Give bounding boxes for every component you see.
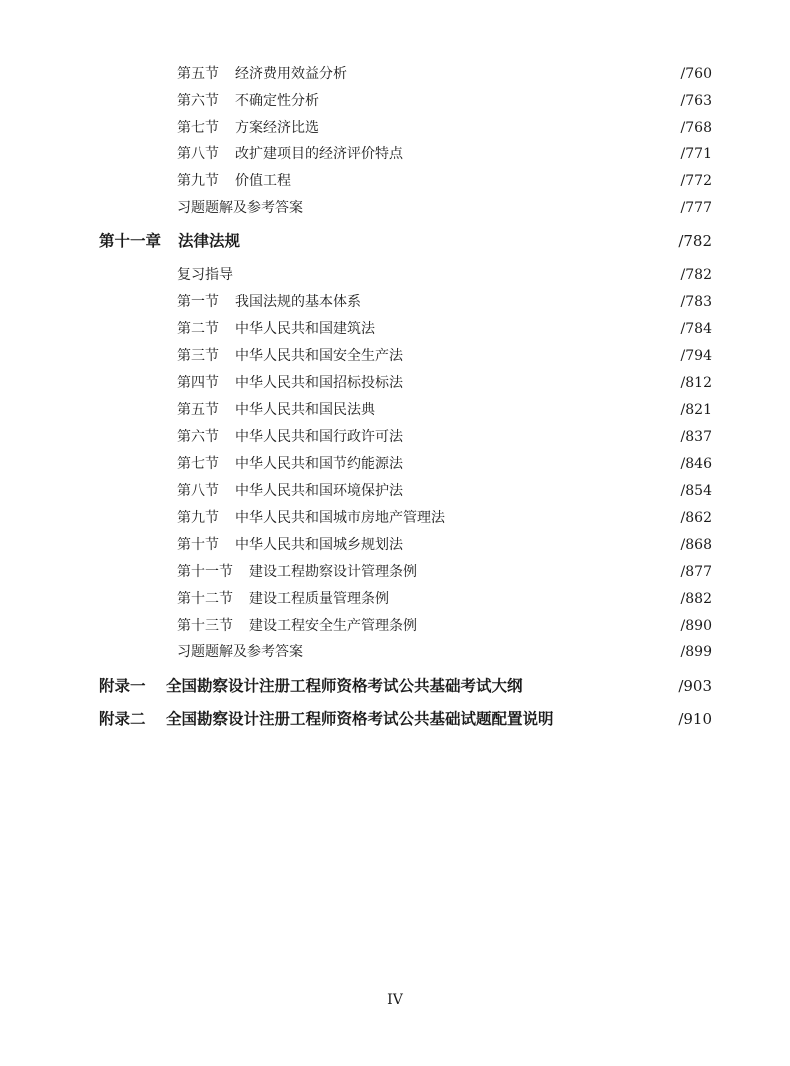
toc-entry-number: 第九节 (177, 173, 219, 189)
toc-entry-number: 第五节 (177, 66, 219, 82)
toc-entry-page: /821 (680, 402, 712, 418)
toc-entry-page: /772 (680, 173, 712, 189)
toc-entry-page: /877 (680, 564, 712, 580)
toc-entry-title: 中华人民共和国城市房地产管理法 (235, 510, 445, 526)
toc-entry[interactable] (0, 290, 790, 314)
toc-entry-number: 第八节 (177, 146, 219, 162)
toc-entry[interactable] (0, 560, 790, 584)
toc-entry-number: 第十二节 (177, 591, 233, 607)
toc-entry-number: 第二节 (177, 321, 219, 337)
toc-entry-page: /768 (680, 120, 712, 136)
toc-entry-title: 不确定性分析 (235, 93, 319, 109)
appendix-page: /910 (678, 710, 712, 728)
toc-entry-number: 第三节 (177, 348, 219, 364)
toc-entry-title: 我国法规的基本体系 (235, 294, 361, 310)
toc-appendix-heading[interactable] (0, 674, 790, 698)
chapter-title: 法律法规 (178, 232, 241, 250)
toc-entry-page: /784 (680, 321, 712, 337)
toc-entry-page: /899 (680, 644, 712, 660)
toc-entry[interactable] (0, 317, 790, 341)
appendix-number: 附录一 (99, 677, 146, 695)
toc-chapter-heading[interactable] (0, 229, 790, 253)
toc-entry-title: 价值工程 (235, 173, 291, 189)
page-number: IV (387, 992, 403, 1008)
toc-entry-title: 中华人民共和国民法典 (235, 402, 375, 418)
toc-entry-number: 第一节 (177, 294, 219, 310)
toc-entry-title: 改扩建项目的经济评价特点 (235, 146, 403, 162)
toc-entry-title: 建设工程质量管理条例 (249, 591, 389, 607)
toc-entry[interactable] (0, 62, 790, 86)
toc-entry-page: /862 (680, 510, 712, 526)
toc-entry[interactable] (0, 398, 790, 422)
toc-entry-page: /763 (680, 93, 712, 109)
toc-entry[interactable] (0, 640, 790, 664)
toc-entry[interactable] (0, 506, 790, 530)
toc-entry-page: /846 (680, 456, 712, 472)
toc-entry-page: /890 (680, 618, 712, 634)
toc-entry-title: 习题题解及参考答案 (177, 200, 303, 216)
toc-entry-title: 中华人民共和国节约能源法 (235, 456, 403, 472)
toc-entry[interactable] (0, 344, 790, 368)
toc-entry[interactable] (0, 479, 790, 503)
toc-entry-title: 建设工程安全生产管理条例 (249, 618, 417, 634)
toc-entry-number: 第十三节 (177, 618, 233, 634)
toc-entry-title: 中华人民共和国环境保护法 (235, 483, 403, 499)
appendix-page: /903 (678, 677, 712, 695)
toc-entry-number: 第六节 (177, 93, 219, 109)
toc-entry-page: /868 (680, 537, 712, 553)
toc-entry-page: /771 (680, 146, 712, 162)
toc-entry[interactable] (0, 89, 790, 113)
toc-entry-title: 中华人民共和国建筑法 (235, 321, 375, 337)
toc-entry[interactable] (0, 587, 790, 611)
toc-entry-page: /837 (680, 429, 712, 445)
toc-entry[interactable] (0, 169, 790, 193)
toc-entry-title: 习题题解及参考答案 (177, 644, 303, 660)
toc-entry[interactable] (0, 196, 790, 220)
toc-entry-title: 中华人民共和国行政许可法 (235, 429, 403, 445)
toc-entry-title: 经济费用效益分析 (235, 66, 347, 82)
toc-entry-number: 第四节 (177, 375, 219, 391)
toc-entry-title: 建设工程勘察设计管理条例 (249, 564, 417, 580)
toc-entry[interactable] (0, 425, 790, 449)
chapter-page: /782 (678, 232, 712, 250)
toc-entry-page: /882 (680, 591, 712, 607)
toc-entry-number: 第五节 (177, 402, 219, 418)
toc-entry-number: 第八节 (177, 483, 219, 499)
toc-appendix-heading[interactable] (0, 707, 790, 731)
toc-entry[interactable] (0, 452, 790, 476)
toc-entry-number: 第九节 (177, 510, 219, 526)
toc-entry-page: /782 (680, 267, 712, 283)
toc-entry-number: 第七节 (177, 456, 219, 472)
appendix-number: 附录二 (99, 710, 146, 728)
toc-entry-number: 第十一节 (177, 564, 233, 580)
toc-entry-title: 中华人民共和国安全生产法 (235, 348, 403, 364)
toc-entry-title: 中华人民共和国城乡规划法 (235, 537, 403, 553)
toc-entry-number: 第七节 (177, 120, 219, 136)
toc-entry[interactable] (0, 614, 790, 638)
toc-entry-title: 中华人民共和国招标投标法 (235, 375, 403, 391)
toc-entry-title: 复习指导 (177, 267, 233, 283)
toc-entry-number: 第十节 (177, 537, 219, 553)
toc-entry[interactable] (0, 533, 790, 557)
toc-entry-page: /854 (680, 483, 712, 499)
toc-entry-title: 方案经济比选 (235, 120, 319, 136)
toc-entry[interactable] (0, 371, 790, 395)
chapter-number: 第十一章 (99, 232, 162, 250)
toc-entry[interactable] (0, 263, 790, 287)
toc-entry-page: /783 (680, 294, 712, 310)
toc-entry-page: /777 (680, 200, 712, 216)
toc-entry-page: /812 (680, 375, 712, 391)
toc-entry-number: 第六节 (177, 429, 219, 445)
appendix-title: 全国勘察设计注册工程师资格考试公共基础试题配置说明 (166, 710, 554, 728)
appendix-title: 全国勘察设计注册工程师资格考试公共基础考试大纲 (166, 677, 523, 695)
toc-entry-page: /794 (680, 348, 712, 364)
toc-entry[interactable] (0, 116, 790, 140)
toc-entry[interactable] (0, 142, 790, 166)
toc-entry-page: /760 (680, 66, 712, 82)
